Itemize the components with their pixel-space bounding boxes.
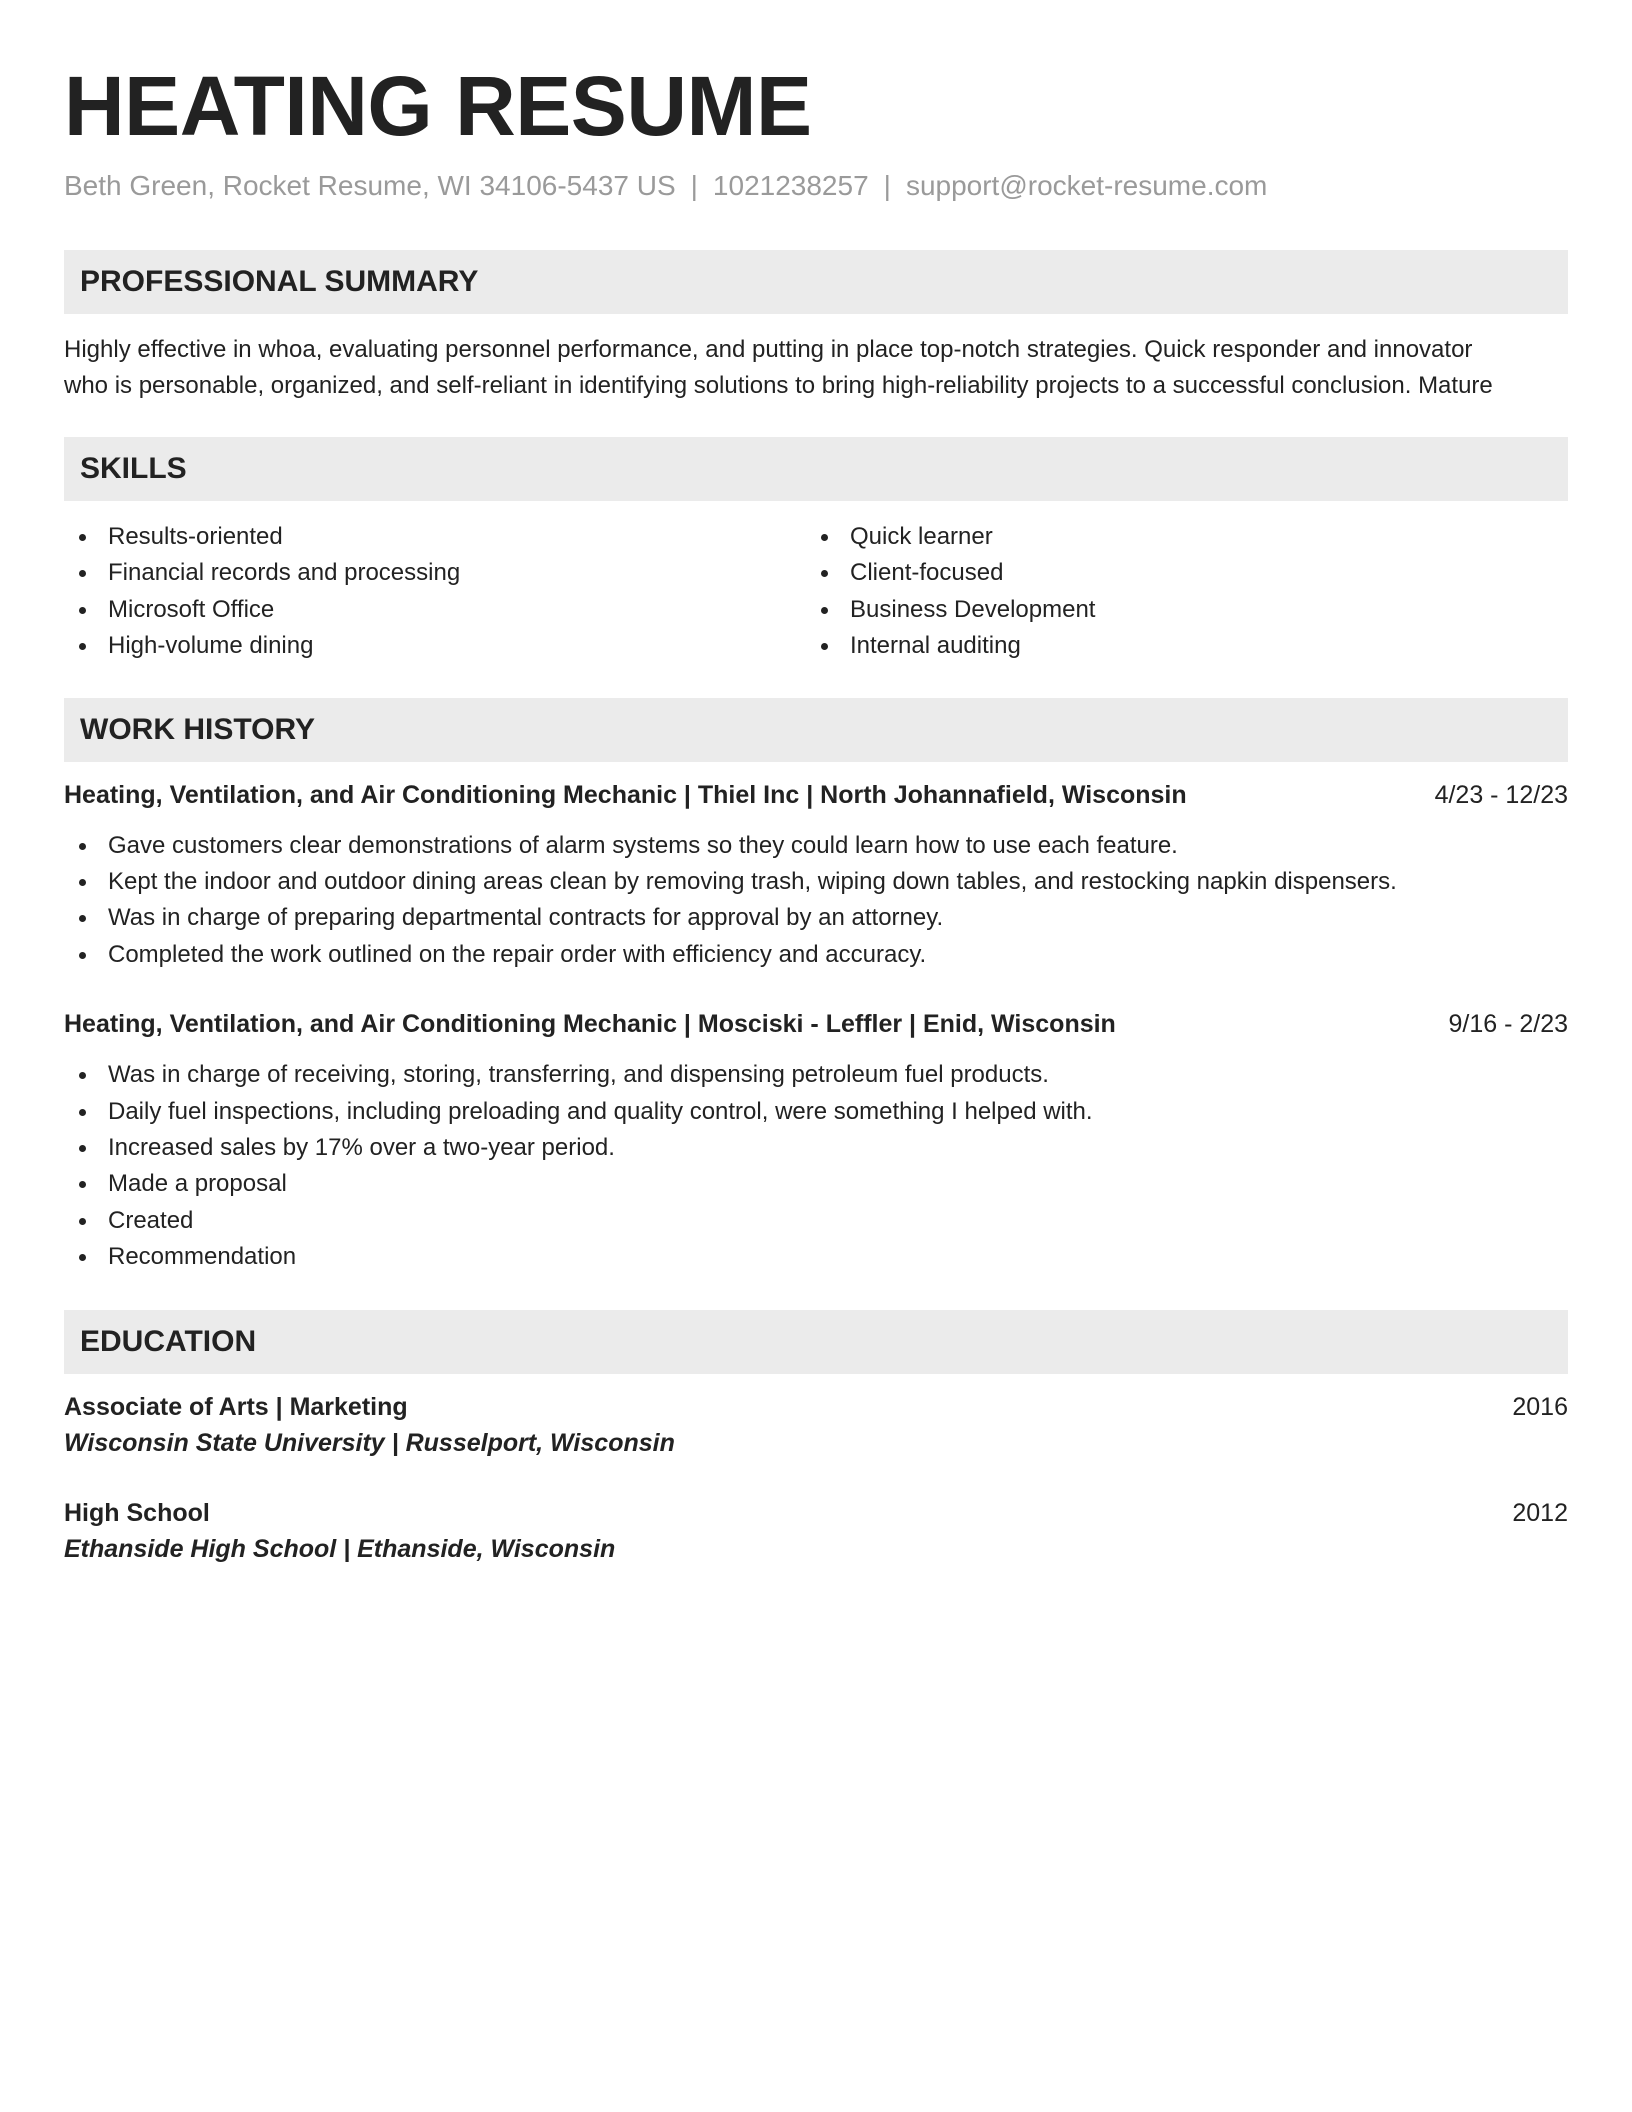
job-bullet: Was in charge of preparing departmental contracts for approval by an attorney. [64, 900, 1568, 936]
job-bullet: Recommendation [64, 1239, 1568, 1275]
job-entry [64, 778, 1568, 974]
job-bullets [64, 1057, 1568, 1275]
skills-column-left [64, 519, 806, 665]
section-heading-summary: PROFESSIONAL SUMMARY [64, 250, 1568, 314]
skills-column-right [806, 519, 1548, 665]
resume-title: HEATING RESUME [64, 59, 812, 153]
skill-item: Quick learner [806, 519, 1548, 555]
summary-text [64, 332, 1568, 404]
contact-separator: | [883, 170, 891, 201]
skill-item: Internal auditing [806, 628, 1548, 664]
section-heading-education: EDUCATION [64, 1310, 1568, 1374]
job-entry [64, 1007, 1568, 1275]
job-bullets [64, 828, 1568, 974]
education-school: Ethanside High School | Ethanside, Wisconsin [64, 1534, 616, 1563]
skills-grid [64, 519, 1568, 665]
job-bullet: Increased sales by 17% over a two-year period. [64, 1130, 1568, 1166]
skill-item: Microsoft Office [64, 592, 806, 628]
contact-address: Beth Green, Rocket Resume, WI 34106-5437 US [64, 170, 676, 201]
education-header [64, 1390, 1568, 1424]
skill-item: Results-oriented [64, 519, 806, 555]
job-header [64, 778, 1568, 812]
job-title: Heating, Ventilation, and Air Conditioning Mechanic | Mosciski - Leffler | Enid, Wisconsin [64, 1010, 1116, 1039]
job-title: Heating, Ventilation, and Air Conditioning Mechanic | Thiel Inc | North Johannafield, Wisconsin [64, 780, 1187, 809]
job-dates: 4/23 - 12/23 [1434, 780, 1568, 809]
job-bullet: Was in charge of receiving, storing, transferring, and dispensing petroleum fuel products. [64, 1057, 1568, 1093]
contact-email: support@rocket-resume.com [905, 170, 1268, 201]
contact-separator: | [690, 170, 698, 201]
section-heading-skills: SKILLS [64, 437, 1568, 501]
skill-item: Financial records and processing [64, 555, 806, 591]
job-dates: 9/16 - 2/23 [1448, 1010, 1568, 1039]
education-entry [64, 1390, 1568, 1462]
job-bullet: Created [64, 1203, 1568, 1239]
resume-page [64, 0, 1568, 1568]
education-entry [64, 1496, 1568, 1568]
education-year: 2016 [1512, 1392, 1568, 1421]
contact-phone: 1021238257 [712, 170, 869, 201]
job-bullet: Gave customers clear demonstrations of alarm systems so they could learn how to use each feature. [64, 828, 1568, 864]
job-bullet: Kept the indoor and outdoor dining areas clean by removing trash, wiping down tables, and restocking napkin dispensers. [64, 864, 1568, 900]
section-heading-work-history: WORK HISTORY [64, 698, 1568, 762]
skill-item: High-volume dining [64, 628, 806, 664]
job-header [64, 1007, 1568, 1041]
education-degree: Associate of Arts | Marketing [64, 1392, 408, 1421]
job-bullet: Made a proposal [64, 1166, 1568, 1202]
contact-line [64, 168, 1568, 204]
job-bullet: Daily fuel inspections, including preloading and quality control, were something I helped with. [64, 1094, 1568, 1130]
summary-line: Highly effective in whoa, evaluating personnel performance, and putting in place top-notch strategies. Quick responder and innovator [64, 336, 1473, 363]
job-bullet: Completed the work outlined on the repair order with efficiency and accuracy. [64, 937, 1568, 973]
skill-item: Client-focused [806, 555, 1548, 591]
education-year: 2012 [1512, 1498, 1568, 1527]
skill-item: Business Development [806, 592, 1548, 628]
summary-line: who is personable, organized, and self-reliant in identifying solutions to bring high-reliability projects to a successful conclusion. Mature [64, 372, 1493, 399]
education-school: Wisconsin State University | Russelport, Wisconsin [64, 1428, 675, 1457]
education-degree: High School [64, 1498, 210, 1527]
education-header [64, 1496, 1568, 1530]
